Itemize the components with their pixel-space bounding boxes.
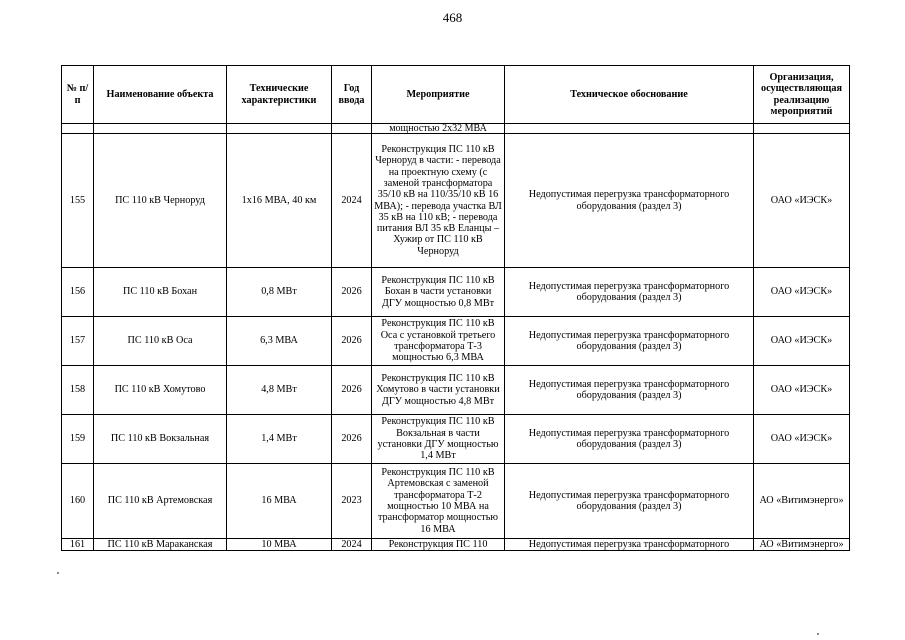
cell-year: 2023 bbox=[332, 464, 372, 539]
cell-name: ПС 110 кВ Хомутово bbox=[94, 366, 227, 415]
cell-justification: Недопустимая перегрузка трансформаторного оборудования (раздел 3) bbox=[505, 464, 754, 539]
cell-justification: Недопустимая перегрузка трансформаторного bbox=[505, 539, 754, 551]
cell bbox=[94, 124, 227, 134]
cell-measure: Реконструкция ПС 110 кВ Вокзальная в части установки ДГУ мощностью 1,4 МВт bbox=[372, 415, 505, 464]
cell bbox=[62, 124, 94, 134]
measures-table bbox=[61, 65, 850, 551]
cell-org: ОАО «ИЭСК» bbox=[754, 134, 850, 268]
cell-num: 159 bbox=[62, 415, 94, 464]
header-tech: Технические характеристики bbox=[227, 66, 332, 124]
continuation-row bbox=[62, 124, 850, 134]
header-measure: Мероприятие bbox=[372, 66, 505, 124]
cell-num: 158 bbox=[62, 366, 94, 415]
cell-org: АО «Витимэнерго» bbox=[754, 464, 850, 539]
cell-year: 2026 bbox=[332, 415, 372, 464]
cell-name: ПС 110 кВ Мараканская bbox=[94, 539, 227, 551]
cell-justification: Недопустимая перегрузка трансформаторного оборудования (раздел 3) bbox=[505, 317, 754, 366]
table-row bbox=[62, 268, 850, 317]
cell-num: 156 bbox=[62, 268, 94, 317]
cell-org: ОАО «ИЭСК» bbox=[754, 317, 850, 366]
table-header-row bbox=[62, 66, 850, 124]
cell-year: 2026 bbox=[332, 268, 372, 317]
header-justification: Техническое обоснование bbox=[505, 66, 754, 124]
cell-year: 2026 bbox=[332, 317, 372, 366]
cell bbox=[754, 124, 850, 134]
page-number: 468 bbox=[442, 10, 463, 25]
cell-name: ПС 110 кВ Бохан bbox=[94, 268, 227, 317]
cell-justification: Недопустимая перегрузка трансформаторного оборудования (раздел 3) bbox=[505, 134, 754, 268]
table-row bbox=[62, 317, 850, 366]
cell-org: ОАО «ИЭСК» bbox=[754, 268, 850, 317]
cell-justification: Недопустимая перегрузка трансформаторного оборудования (раздел 3) bbox=[505, 366, 754, 415]
cell-year: 2024 bbox=[332, 539, 372, 551]
cell-name: ПС 110 кВ Черноруд bbox=[94, 134, 227, 268]
cell-name: ПС 110 кВ Артемовская bbox=[94, 464, 227, 539]
cell-num: 161 bbox=[62, 539, 94, 551]
cell bbox=[332, 124, 372, 134]
cell-tech: 1х16 МВА, 40 км bbox=[227, 134, 332, 268]
cell-measure: Реконструкция ПС 110 bbox=[372, 539, 505, 551]
cell-tech: 1,4 МВт bbox=[227, 415, 332, 464]
cell-num: 160 bbox=[62, 464, 94, 539]
cell bbox=[505, 124, 754, 134]
cell-measure: Реконструкция ПС 110 кВ Хомутово в части установки ДГУ мощностью 4,8 МВт bbox=[372, 366, 505, 415]
cell bbox=[227, 124, 332, 134]
cell-tech: 4,8 МВт bbox=[227, 366, 332, 415]
cell-tech: 6,3 МВА bbox=[227, 317, 332, 366]
table-row bbox=[62, 539, 850, 551]
cell-tech: 10 МВА bbox=[227, 539, 332, 551]
table-row bbox=[62, 366, 850, 415]
header-name: Наименование объекта bbox=[94, 66, 227, 124]
cell-measure: Реконструкция ПС 110 кВ Бохан в части установки ДГУ мощностью 0,8 МВт bbox=[372, 268, 505, 317]
cell-org: ОАО «ИЭСК» bbox=[754, 415, 850, 464]
cell-measure: мощностью 2х32 МВА bbox=[372, 124, 505, 134]
cell-org: ОАО «ИЭСК» bbox=[754, 366, 850, 415]
cell-measure: Реконструкция ПС 110 кВ Оса с установкой третьего трансформатора Т-3 мощностью 6,3 МВА bbox=[372, 317, 505, 366]
cell-measure: Реконструкция ПС 110 кВ Артемовская с заменой трансформатора Т-2 мощностью 10 МВА на трансформатор мощностью 16 МВА bbox=[372, 464, 505, 539]
table-row bbox=[62, 415, 850, 464]
cell-year: 2026 bbox=[332, 366, 372, 415]
table-row bbox=[62, 464, 850, 539]
cell-justification: Недопустимая перегрузка трансформаторного оборудования (раздел 3) bbox=[505, 268, 754, 317]
header-num: № п/п bbox=[62, 66, 94, 124]
table-row bbox=[62, 134, 850, 268]
cell-justification: Недопустимая перегрузка трансформаторного оборудования (раздел 3) bbox=[505, 415, 754, 464]
cell-name: ПС 110 кВ Вокзальная bbox=[94, 415, 227, 464]
cell-name: ПС 110 кВ Оса bbox=[94, 317, 227, 366]
cell-measure: Реконструкция ПС 110 кВ Черноруд в части: - перевода на проектную схему (с заменой трансформатора 35/10 кВ на 110/35/10 кВ 16 МВА); - перевода участка ВЛ 35 кВ на 110 кВ; - перевода питания ВЛ 35 кВ Еланцы – Хужир от ПС 110 кВ Черноруд bbox=[372, 134, 505, 268]
header-year: Год ввода bbox=[332, 66, 372, 124]
scan-speck bbox=[57, 572, 59, 574]
header-org: Организация, осуществляющая реализацию мероприятий bbox=[754, 66, 850, 124]
cell-year: 2024 bbox=[332, 134, 372, 268]
cell-num: 155 bbox=[62, 134, 94, 268]
scan-speck bbox=[817, 633, 819, 635]
cell-tech: 0,8 МВт bbox=[227, 268, 332, 317]
cell-org: АО «Витимэнерго» bbox=[754, 539, 850, 551]
cell-num: 157 bbox=[62, 317, 94, 366]
cell-tech: 16 МВА bbox=[227, 464, 332, 539]
